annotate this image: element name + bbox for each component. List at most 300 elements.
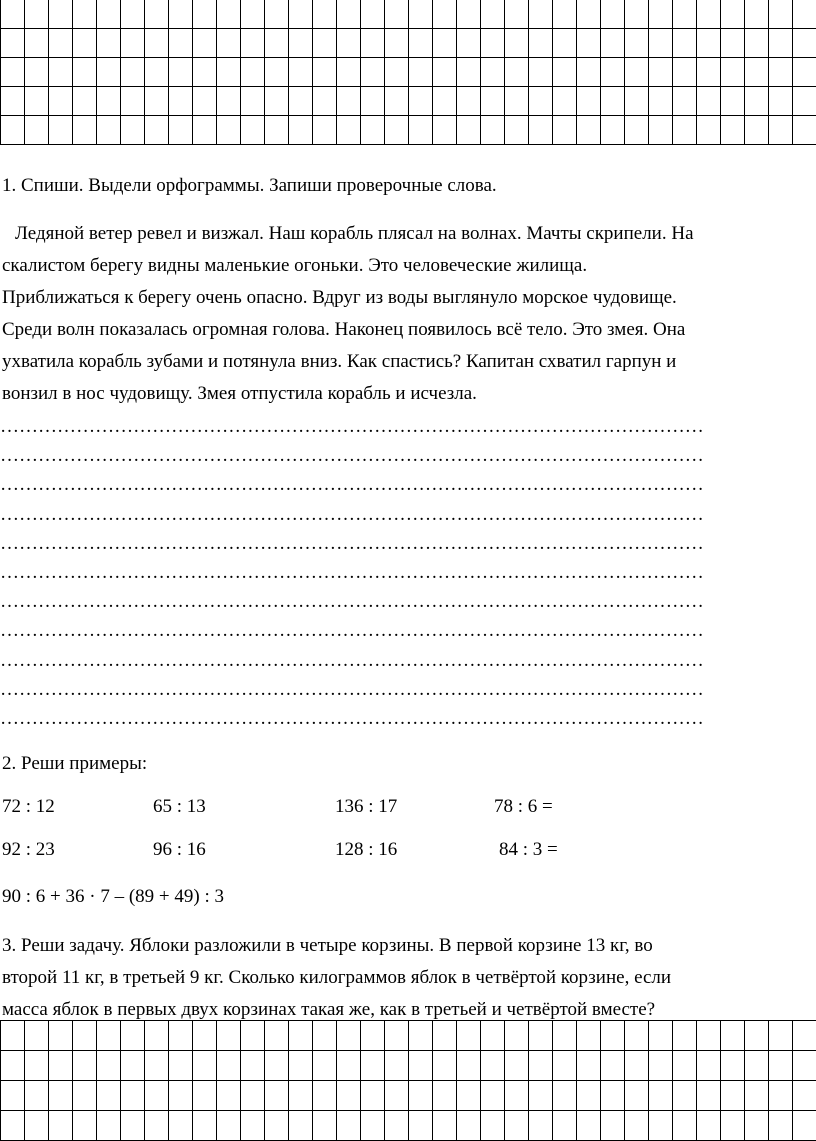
grid-cell[interactable] bbox=[433, 1111, 457, 1141]
grid-cell[interactable] bbox=[577, 1021, 601, 1051]
grid-cell[interactable] bbox=[1, 1051, 25, 1081]
grid-cell[interactable] bbox=[793, 1021, 816, 1051]
grid-cell[interactable] bbox=[697, 1021, 721, 1051]
grid-cell[interactable] bbox=[265, 1081, 289, 1111]
grid-cell[interactable] bbox=[793, 1081, 816, 1111]
grid-cell[interactable] bbox=[73, 1051, 97, 1081]
grid-cell[interactable] bbox=[97, 116, 121, 145]
grid-cell[interactable] bbox=[433, 1051, 457, 1081]
grid-cell[interactable] bbox=[73, 29, 97, 58]
grid-cell[interactable] bbox=[97, 1111, 121, 1141]
grid-cell[interactable] bbox=[625, 0, 649, 29]
grid-cell[interactable] bbox=[649, 1051, 673, 1081]
grid-cell[interactable] bbox=[745, 87, 769, 116]
grid-cell[interactable] bbox=[577, 1051, 601, 1081]
grid-cell[interactable] bbox=[1, 1081, 25, 1111]
grid-cell[interactable] bbox=[505, 0, 529, 29]
grid-cell[interactable] bbox=[361, 1021, 385, 1051]
grid-cell[interactable] bbox=[481, 116, 505, 145]
grid-cell[interactable] bbox=[649, 1021, 673, 1051]
grid-cell[interactable] bbox=[673, 1051, 697, 1081]
grid-cell[interactable] bbox=[25, 1021, 49, 1051]
grid-cell[interactable] bbox=[553, 29, 577, 58]
grid-cell[interactable] bbox=[169, 1051, 193, 1081]
grid-cell[interactable] bbox=[193, 1081, 217, 1111]
grid-cell[interactable] bbox=[385, 1081, 409, 1111]
grid-cell[interactable] bbox=[217, 1081, 241, 1111]
grid-cell[interactable] bbox=[169, 0, 193, 29]
grid-cell[interactable] bbox=[97, 1051, 121, 1081]
grid-cell[interactable] bbox=[217, 58, 241, 87]
grid-cell[interactable] bbox=[769, 1021, 793, 1051]
grid-cell[interactable] bbox=[361, 1111, 385, 1141]
grid-cell[interactable] bbox=[625, 1021, 649, 1051]
grid-cell[interactable] bbox=[793, 29, 816, 58]
grid-cell[interactable] bbox=[337, 29, 361, 58]
grid-cell[interactable] bbox=[409, 0, 433, 29]
grid-cell[interactable] bbox=[49, 1021, 73, 1051]
grid-cell[interactable] bbox=[553, 1021, 577, 1051]
grid-cell[interactable] bbox=[193, 116, 217, 145]
grid-cell[interactable] bbox=[673, 29, 697, 58]
grid-cell[interactable] bbox=[289, 1021, 313, 1051]
grid-cell[interactable] bbox=[457, 0, 481, 29]
grid-cell[interactable] bbox=[217, 87, 241, 116]
grid-cell[interactable] bbox=[721, 87, 745, 116]
grid-cell[interactable] bbox=[265, 1111, 289, 1141]
dotted-writing-line[interactable]: ………………………………………………………………………………………………… bbox=[0, 675, 816, 704]
grid-cell[interactable] bbox=[625, 116, 649, 145]
grid-cell[interactable] bbox=[241, 1081, 265, 1111]
grid-cell[interactable] bbox=[289, 1081, 313, 1111]
grid-cell[interactable] bbox=[97, 29, 121, 58]
grid-cell[interactable] bbox=[25, 1111, 49, 1141]
grid-cell[interactable] bbox=[49, 87, 73, 116]
grid-cell[interactable] bbox=[361, 1051, 385, 1081]
grid-cell[interactable] bbox=[1, 87, 25, 116]
grid-cell[interactable] bbox=[721, 0, 745, 29]
grid-cell[interactable] bbox=[649, 0, 673, 29]
grid-cell[interactable] bbox=[553, 1051, 577, 1081]
grid-cell[interactable] bbox=[625, 1111, 649, 1141]
grid-cell[interactable] bbox=[169, 87, 193, 116]
grid-cell[interactable] bbox=[121, 87, 145, 116]
grid-cell[interactable] bbox=[433, 1081, 457, 1111]
grid-cell[interactable] bbox=[337, 1051, 361, 1081]
grid-cell[interactable] bbox=[121, 29, 145, 58]
grid-cell[interactable] bbox=[481, 1051, 505, 1081]
grid-cell[interactable] bbox=[505, 1021, 529, 1051]
grid-cell[interactable] bbox=[49, 29, 73, 58]
grid-cell[interactable] bbox=[433, 87, 457, 116]
grid-cell[interactable] bbox=[505, 29, 529, 58]
grid-cell[interactable] bbox=[625, 1081, 649, 1111]
grid-cell[interactable] bbox=[769, 29, 793, 58]
grid-cell[interactable] bbox=[433, 0, 457, 29]
grid-cell[interactable] bbox=[553, 1111, 577, 1141]
grid-cell[interactable] bbox=[385, 1021, 409, 1051]
grid-cell[interactable] bbox=[769, 1081, 793, 1111]
grid-cell[interactable] bbox=[529, 1081, 553, 1111]
grid-cell[interactable] bbox=[121, 58, 145, 87]
grid-cell[interactable] bbox=[409, 1111, 433, 1141]
grid-cell[interactable] bbox=[529, 87, 553, 116]
grid-cell[interactable] bbox=[529, 58, 553, 87]
dotted-writing-line[interactable]: ………………………………………………………………………………………………… bbox=[0, 470, 816, 499]
grid-cell[interactable] bbox=[433, 29, 457, 58]
dotted-writing-line[interactable]: ………………………………………………………………………………………………… bbox=[0, 500, 816, 529]
grid-cell[interactable] bbox=[721, 1111, 745, 1141]
grid-cell[interactable] bbox=[553, 58, 577, 87]
grid-cell[interactable] bbox=[25, 58, 49, 87]
grid-cell[interactable] bbox=[649, 1111, 673, 1141]
grid-cell[interactable] bbox=[1, 58, 25, 87]
grid-cell[interactable] bbox=[745, 1051, 769, 1081]
grid-cell[interactable] bbox=[697, 29, 721, 58]
grid-cell[interactable] bbox=[361, 87, 385, 116]
grid-cell[interactable] bbox=[49, 0, 73, 29]
grid-cell[interactable] bbox=[529, 1111, 553, 1141]
grid-cell[interactable] bbox=[25, 0, 49, 29]
grid-cell[interactable] bbox=[313, 1081, 337, 1111]
grid-cell[interactable] bbox=[145, 1111, 169, 1141]
grid-cell[interactable] bbox=[385, 58, 409, 87]
grid-cell[interactable] bbox=[73, 0, 97, 29]
grid-cell[interactable] bbox=[649, 116, 673, 145]
grid-cell[interactable] bbox=[697, 1051, 721, 1081]
grid-cell[interactable] bbox=[409, 1081, 433, 1111]
grid-cell[interactable] bbox=[577, 87, 601, 116]
grid-cell[interactable] bbox=[241, 29, 265, 58]
grid-cell[interactable] bbox=[73, 58, 97, 87]
grid-cell[interactable] bbox=[337, 87, 361, 116]
grid-cell[interactable] bbox=[169, 58, 193, 87]
grid-cell[interactable] bbox=[577, 1081, 601, 1111]
grid-cell[interactable] bbox=[217, 1111, 241, 1141]
grid-cell[interactable] bbox=[265, 116, 289, 145]
grid-cell[interactable] bbox=[769, 116, 793, 145]
grid-cell[interactable] bbox=[97, 0, 121, 29]
grid-cell[interactable] bbox=[121, 1111, 145, 1141]
grid-cell[interactable] bbox=[25, 1051, 49, 1081]
grid-cell[interactable] bbox=[385, 0, 409, 29]
grid-cell[interactable] bbox=[1, 0, 25, 29]
grid-cell[interactable] bbox=[265, 29, 289, 58]
grid-cell[interactable] bbox=[745, 0, 769, 29]
grid-cell[interactable] bbox=[145, 87, 169, 116]
grid-cell[interactable] bbox=[601, 1021, 625, 1051]
grid-cell[interactable] bbox=[193, 58, 217, 87]
grid-cell[interactable] bbox=[169, 1021, 193, 1051]
grid-cell[interactable] bbox=[289, 1111, 313, 1141]
grid-cell[interactable] bbox=[97, 87, 121, 116]
grid-cell[interactable] bbox=[721, 1081, 745, 1111]
grid-cell[interactable] bbox=[409, 87, 433, 116]
grid-cell[interactable] bbox=[121, 0, 145, 29]
grid-cell[interactable] bbox=[529, 1051, 553, 1081]
grid-cell[interactable] bbox=[25, 87, 49, 116]
grid-cell[interactable] bbox=[577, 0, 601, 29]
grid-cell[interactable] bbox=[145, 29, 169, 58]
grid-cell[interactable] bbox=[601, 1111, 625, 1141]
grid-cell[interactable] bbox=[313, 116, 337, 145]
grid-cell[interactable] bbox=[313, 1021, 337, 1051]
grid-cell[interactable] bbox=[745, 1021, 769, 1051]
grid-cell[interactable] bbox=[505, 116, 529, 145]
grid-cell[interactable] bbox=[553, 87, 577, 116]
grid-cell[interactable] bbox=[481, 1111, 505, 1141]
grid-cell[interactable] bbox=[721, 116, 745, 145]
grid-cell[interactable] bbox=[793, 87, 816, 116]
grid-cell[interactable] bbox=[217, 1051, 241, 1081]
grid-cell[interactable] bbox=[577, 1111, 601, 1141]
grid-cell[interactable] bbox=[673, 58, 697, 87]
grid-cell[interactable] bbox=[721, 1051, 745, 1081]
grid-cell[interactable] bbox=[121, 1021, 145, 1051]
grid-cell[interactable] bbox=[289, 1051, 313, 1081]
grid-cell[interactable] bbox=[361, 29, 385, 58]
grid-cell[interactable] bbox=[745, 1111, 769, 1141]
grid-cell[interactable] bbox=[385, 87, 409, 116]
grid-cell[interactable] bbox=[97, 1021, 121, 1051]
grid-cell[interactable] bbox=[769, 0, 793, 29]
grid-cell[interactable] bbox=[337, 1021, 361, 1051]
grid-cell[interactable] bbox=[529, 116, 553, 145]
grid-cell[interactable] bbox=[601, 0, 625, 29]
grid-cell[interactable] bbox=[25, 116, 49, 145]
grid-cell[interactable] bbox=[241, 87, 265, 116]
grid-cell[interactable] bbox=[49, 1081, 73, 1111]
grid-cell[interactable] bbox=[409, 29, 433, 58]
grid-cell[interactable] bbox=[49, 116, 73, 145]
grid-cell[interactable] bbox=[649, 87, 673, 116]
grid-cell[interactable] bbox=[25, 29, 49, 58]
grid-cell[interactable] bbox=[457, 29, 481, 58]
grid-cell[interactable] bbox=[1, 29, 25, 58]
grid-cell[interactable] bbox=[193, 1021, 217, 1051]
grid-cell[interactable] bbox=[697, 87, 721, 116]
grid-cell[interactable] bbox=[601, 1051, 625, 1081]
grid-cell[interactable] bbox=[625, 1051, 649, 1081]
grid-cell[interactable] bbox=[145, 1081, 169, 1111]
grid-cell[interactable] bbox=[73, 1081, 97, 1111]
grid-cell[interactable] bbox=[265, 0, 289, 29]
grid-cell[interactable] bbox=[553, 116, 577, 145]
grid-cell[interactable] bbox=[241, 1111, 265, 1141]
grid-cell[interactable] bbox=[169, 116, 193, 145]
grid-cell[interactable] bbox=[313, 29, 337, 58]
grid-cell[interactable] bbox=[73, 1111, 97, 1141]
grid-cell[interactable] bbox=[73, 116, 97, 145]
grid-cell[interactable] bbox=[193, 0, 217, 29]
grid-cell[interactable] bbox=[1, 1111, 25, 1141]
grid-cell[interactable] bbox=[793, 58, 816, 87]
grid-cell[interactable] bbox=[49, 1111, 73, 1141]
grid-cell[interactable] bbox=[169, 1111, 193, 1141]
grid-cell[interactable] bbox=[505, 87, 529, 116]
grid-cell[interactable] bbox=[577, 29, 601, 58]
grid-cell[interactable] bbox=[217, 29, 241, 58]
dotted-writing-line[interactable]: ………………………………………………………………………………………………… bbox=[0, 587, 816, 616]
grid-cell[interactable] bbox=[433, 1021, 457, 1051]
grid-cell[interactable] bbox=[601, 29, 625, 58]
grid-cell[interactable] bbox=[697, 1081, 721, 1111]
grid-cell[interactable] bbox=[265, 1051, 289, 1081]
grid-cell[interactable] bbox=[313, 1111, 337, 1141]
grid-cell[interactable] bbox=[649, 29, 673, 58]
grid-cell[interactable] bbox=[337, 0, 361, 29]
grid-cell[interactable] bbox=[793, 116, 816, 145]
grid-cell[interactable] bbox=[673, 87, 697, 116]
grid-cell[interactable] bbox=[721, 1021, 745, 1051]
grid-cell[interactable] bbox=[289, 116, 313, 145]
grid-cell[interactable] bbox=[241, 1021, 265, 1051]
grid-cell[interactable] bbox=[481, 1081, 505, 1111]
grid-cell[interactable] bbox=[145, 1051, 169, 1081]
grid-cell[interactable] bbox=[409, 1051, 433, 1081]
grid-cell[interactable] bbox=[241, 116, 265, 145]
grid-cell[interactable] bbox=[313, 87, 337, 116]
grid-cell[interactable] bbox=[193, 29, 217, 58]
grid-cell[interactable] bbox=[313, 0, 337, 29]
grid-cell[interactable] bbox=[769, 58, 793, 87]
grid-cell[interactable] bbox=[481, 1021, 505, 1051]
grid-cell[interactable] bbox=[793, 1051, 816, 1081]
grid-cell[interactable] bbox=[505, 58, 529, 87]
grid-cell[interactable] bbox=[337, 1111, 361, 1141]
grid-cell[interactable] bbox=[481, 29, 505, 58]
grid-cell[interactable] bbox=[577, 58, 601, 87]
grid-cell[interactable] bbox=[625, 29, 649, 58]
grid-cell[interactable] bbox=[601, 1081, 625, 1111]
grid-cell[interactable] bbox=[25, 1081, 49, 1111]
grid-cell[interactable] bbox=[289, 0, 313, 29]
grid-cell[interactable] bbox=[241, 58, 265, 87]
grid-cell[interactable] bbox=[409, 1021, 433, 1051]
dotted-writing-line[interactable]: ………………………………………………………………………………………………… bbox=[0, 616, 816, 645]
grid-cell[interactable] bbox=[337, 116, 361, 145]
grid-cell[interactable] bbox=[433, 116, 457, 145]
grid-cell[interactable] bbox=[553, 1081, 577, 1111]
dotted-writing-line[interactable]: ………………………………………………………………………………………………… bbox=[0, 558, 816, 587]
grid-cell[interactable] bbox=[481, 87, 505, 116]
dotted-writing-line[interactable]: ………………………………………………………………………………………………… bbox=[0, 646, 816, 675]
grid-cell[interactable] bbox=[673, 1111, 697, 1141]
grid-cell[interactable] bbox=[553, 0, 577, 29]
grid-cell[interactable] bbox=[1, 1021, 25, 1051]
grid-cell[interactable] bbox=[745, 29, 769, 58]
grid-cell[interactable] bbox=[433, 58, 457, 87]
top-answer-grid[interactable] bbox=[0, 0, 816, 145]
grid-cell[interactable] bbox=[361, 116, 385, 145]
grid-cell[interactable] bbox=[241, 0, 265, 29]
grid-cell[interactable] bbox=[625, 87, 649, 116]
dotted-writing-line[interactable]: ………………………………………………………………………………………………… bbox=[0, 529, 816, 558]
grid-cell[interactable] bbox=[361, 1081, 385, 1111]
grid-cell[interactable] bbox=[385, 116, 409, 145]
grid-cell[interactable] bbox=[529, 0, 553, 29]
grid-cell[interactable] bbox=[193, 1051, 217, 1081]
grid-cell[interactable] bbox=[697, 0, 721, 29]
grid-cell[interactable] bbox=[769, 1111, 793, 1141]
grid-cell[interactable] bbox=[145, 58, 169, 87]
grid-cell[interactable] bbox=[73, 1021, 97, 1051]
grid-cell[interactable] bbox=[457, 87, 481, 116]
grid-cell[interactable] bbox=[265, 58, 289, 87]
grid-cell[interactable] bbox=[385, 29, 409, 58]
grid-cell[interactable] bbox=[313, 1051, 337, 1081]
grid-cell[interactable] bbox=[649, 58, 673, 87]
dotted-writing-line[interactable]: ………………………………………………………………………………………………… bbox=[0, 441, 816, 470]
grid-cell[interactable] bbox=[673, 1021, 697, 1051]
grid-cell[interactable] bbox=[673, 0, 697, 29]
grid-cell[interactable] bbox=[145, 116, 169, 145]
grid-cell[interactable] bbox=[457, 1051, 481, 1081]
grid-cell[interactable] bbox=[601, 116, 625, 145]
grid-cell[interactable] bbox=[289, 29, 313, 58]
grid-cell[interactable] bbox=[265, 87, 289, 116]
grid-cell[interactable] bbox=[721, 29, 745, 58]
grid-cell[interactable] bbox=[49, 1051, 73, 1081]
grid-cell[interactable] bbox=[193, 1111, 217, 1141]
grid-cell[interactable] bbox=[361, 0, 385, 29]
grid-cell[interactable] bbox=[169, 29, 193, 58]
grid-cell[interactable] bbox=[529, 29, 553, 58]
grid-cell[interactable] bbox=[673, 116, 697, 145]
grid-cell[interactable] bbox=[121, 116, 145, 145]
grid-cell[interactable] bbox=[217, 0, 241, 29]
grid-cell[interactable] bbox=[337, 1081, 361, 1111]
grid-cell[interactable] bbox=[505, 1051, 529, 1081]
grid-cell[interactable] bbox=[625, 58, 649, 87]
grid-cell[interactable] bbox=[121, 1051, 145, 1081]
grid-cell[interactable] bbox=[169, 1081, 193, 1111]
grid-cell[interactable] bbox=[457, 1081, 481, 1111]
grid-cell[interactable] bbox=[529, 1021, 553, 1051]
grid-cell[interactable] bbox=[97, 58, 121, 87]
grid-cell[interactable] bbox=[193, 87, 217, 116]
grid-cell[interactable] bbox=[793, 0, 816, 29]
grid-cell[interactable] bbox=[457, 116, 481, 145]
grid-cell[interactable] bbox=[1, 116, 25, 145]
grid-cell[interactable] bbox=[673, 1081, 697, 1111]
grid-cell[interactable] bbox=[361, 58, 385, 87]
task1-writing-lines[interactable] bbox=[0, 412, 816, 733]
grid-cell[interactable] bbox=[601, 58, 625, 87]
grid-cell[interactable] bbox=[481, 58, 505, 87]
grid-cell[interactable] bbox=[409, 116, 433, 145]
grid-cell[interactable] bbox=[457, 1021, 481, 1051]
grid-cell[interactable] bbox=[265, 1021, 289, 1051]
grid-cell[interactable] bbox=[313, 58, 337, 87]
grid-cell[interactable] bbox=[481, 0, 505, 29]
grid-cell[interactable] bbox=[241, 1051, 265, 1081]
grid-cell[interactable] bbox=[505, 1111, 529, 1141]
dotted-writing-line[interactable]: ………………………………………………………………………………………………… bbox=[0, 412, 816, 441]
grid-cell[interactable] bbox=[745, 1081, 769, 1111]
grid-cell[interactable] bbox=[121, 1081, 145, 1111]
grid-cell[interactable] bbox=[721, 58, 745, 87]
grid-cell[interactable] bbox=[145, 0, 169, 29]
grid-cell[interactable] bbox=[649, 1081, 673, 1111]
grid-cell[interactable] bbox=[289, 87, 313, 116]
grid-cell[interactable] bbox=[337, 58, 361, 87]
grid-cell[interactable] bbox=[769, 87, 793, 116]
dotted-writing-line[interactable]: ………………………………………………………………………………………………… bbox=[0, 704, 816, 733]
grid-cell[interactable] bbox=[409, 58, 433, 87]
grid-cell[interactable] bbox=[73, 87, 97, 116]
grid-cell[interactable] bbox=[457, 1111, 481, 1141]
